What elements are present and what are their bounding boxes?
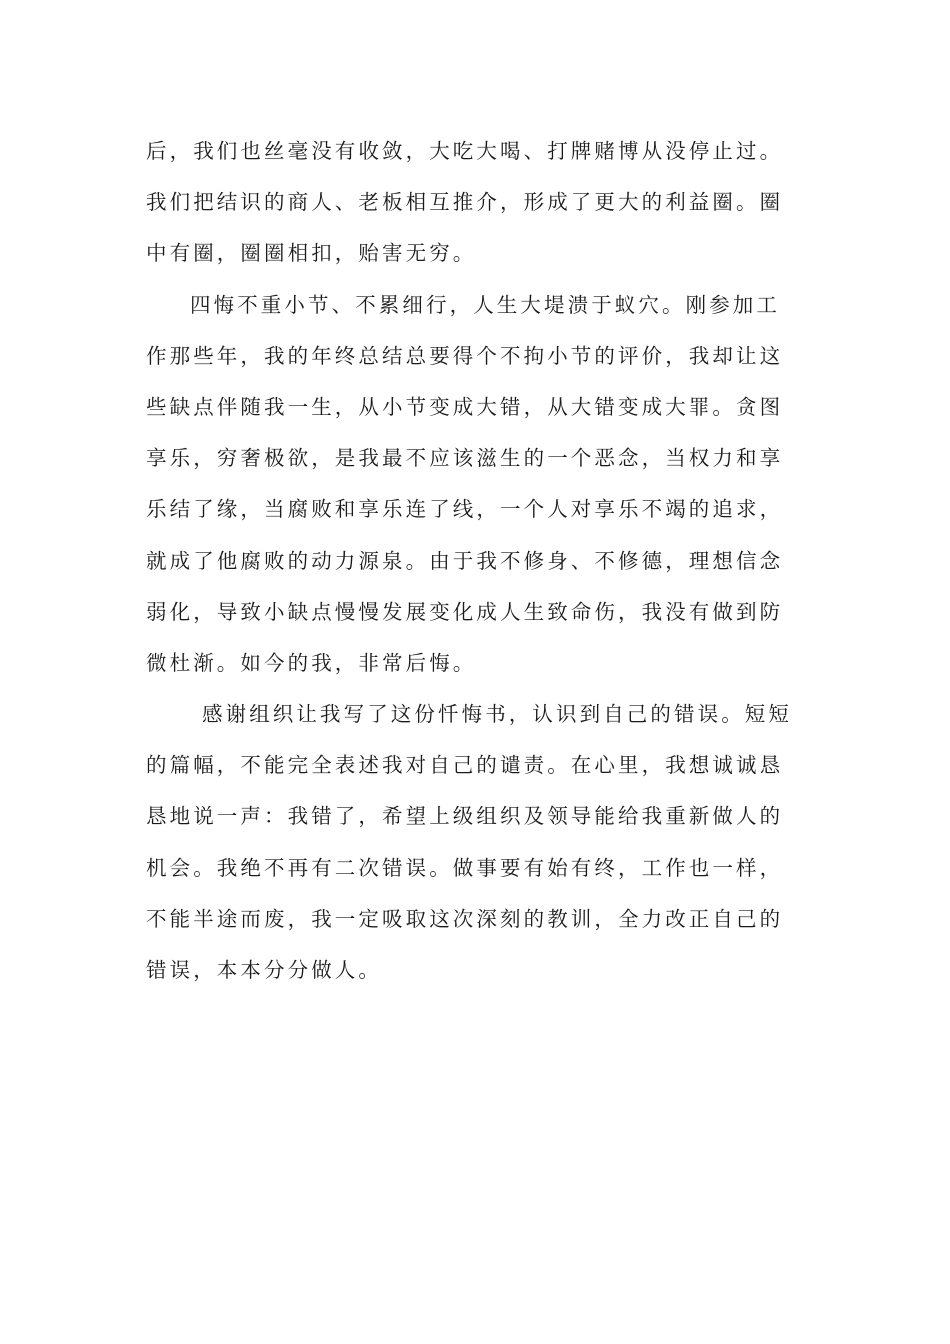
- paragraph-3-line-4: 机会。我绝不再有二次错误。做事要有始有终，工作也一样，: [146, 855, 784, 880]
- paragraph-3-line-6: 错误，本本分分做人。: [146, 958, 382, 982]
- paragraph-2-line-3: 些缺点伴随我一生，从小节变成大错，从大错变成大罪。贪图: [146, 394, 784, 419]
- paragraph-2-line-2: 作那些年，我的年终总结总要得个不拘小节的评价，我却让这: [146, 343, 784, 368]
- paragraph-3-line-1: 感谢组织让我写了这份忏悔书，认识到自己的错误。短短: [202, 702, 792, 727]
- paragraph-3-line-5: 不能半途而废，我一定吸取这次深刻的教训，全力改正自己的: [146, 906, 784, 931]
- paragraph-2-line-7: 弱化，导致小缺点慢慢发展变化成人生致命伤，我没有做到防: [146, 599, 784, 624]
- paragraph-3-line-2: 的篇幅，不能完全表述我对自己的谴责。在心里，我想诚诚恳: [146, 753, 784, 778]
- paragraph-3-line-3: 恳地说一声：我错了，希望上级组织及领导能给我重新做人的: [146, 804, 784, 829]
- paragraph-1-line-3: 中有圈，圈圈相扣，贻害无穷。: [146, 241, 477, 266]
- document-body: [146, 126, 806, 996]
- paragraph-2-line-4: 享乐，穷奢极欲，是我最不应该滋生的一个恶念，当权力和享: [146, 446, 784, 471]
- paragraph-2-line-5: 乐结了缘，当腐败和享乐连了线，一个人对享乐不竭的追求，: [146, 497, 784, 522]
- paragraph-2-line-1: 四悔不重小节、不累细行，人生大堤溃于蚁穴。刚参加工: [190, 292, 780, 317]
- paragraph-1-line-2: 我们把结识的商人、老板相互推介，形成了更大的利益圈。圈: [146, 190, 784, 215]
- paragraph-2-line-6: 就成了他腐败的动力源泉。由于我不修身、不修德，理想信念: [146, 548, 784, 573]
- paragraph-1-line-1: 后，我们也丝毫没有收敛，大吃大喝、打牌赌博从没停止过。: [146, 139, 784, 163]
- paragraph-2-line-8: 微杜渐。如今的我，非常后悔。: [146, 650, 477, 675]
